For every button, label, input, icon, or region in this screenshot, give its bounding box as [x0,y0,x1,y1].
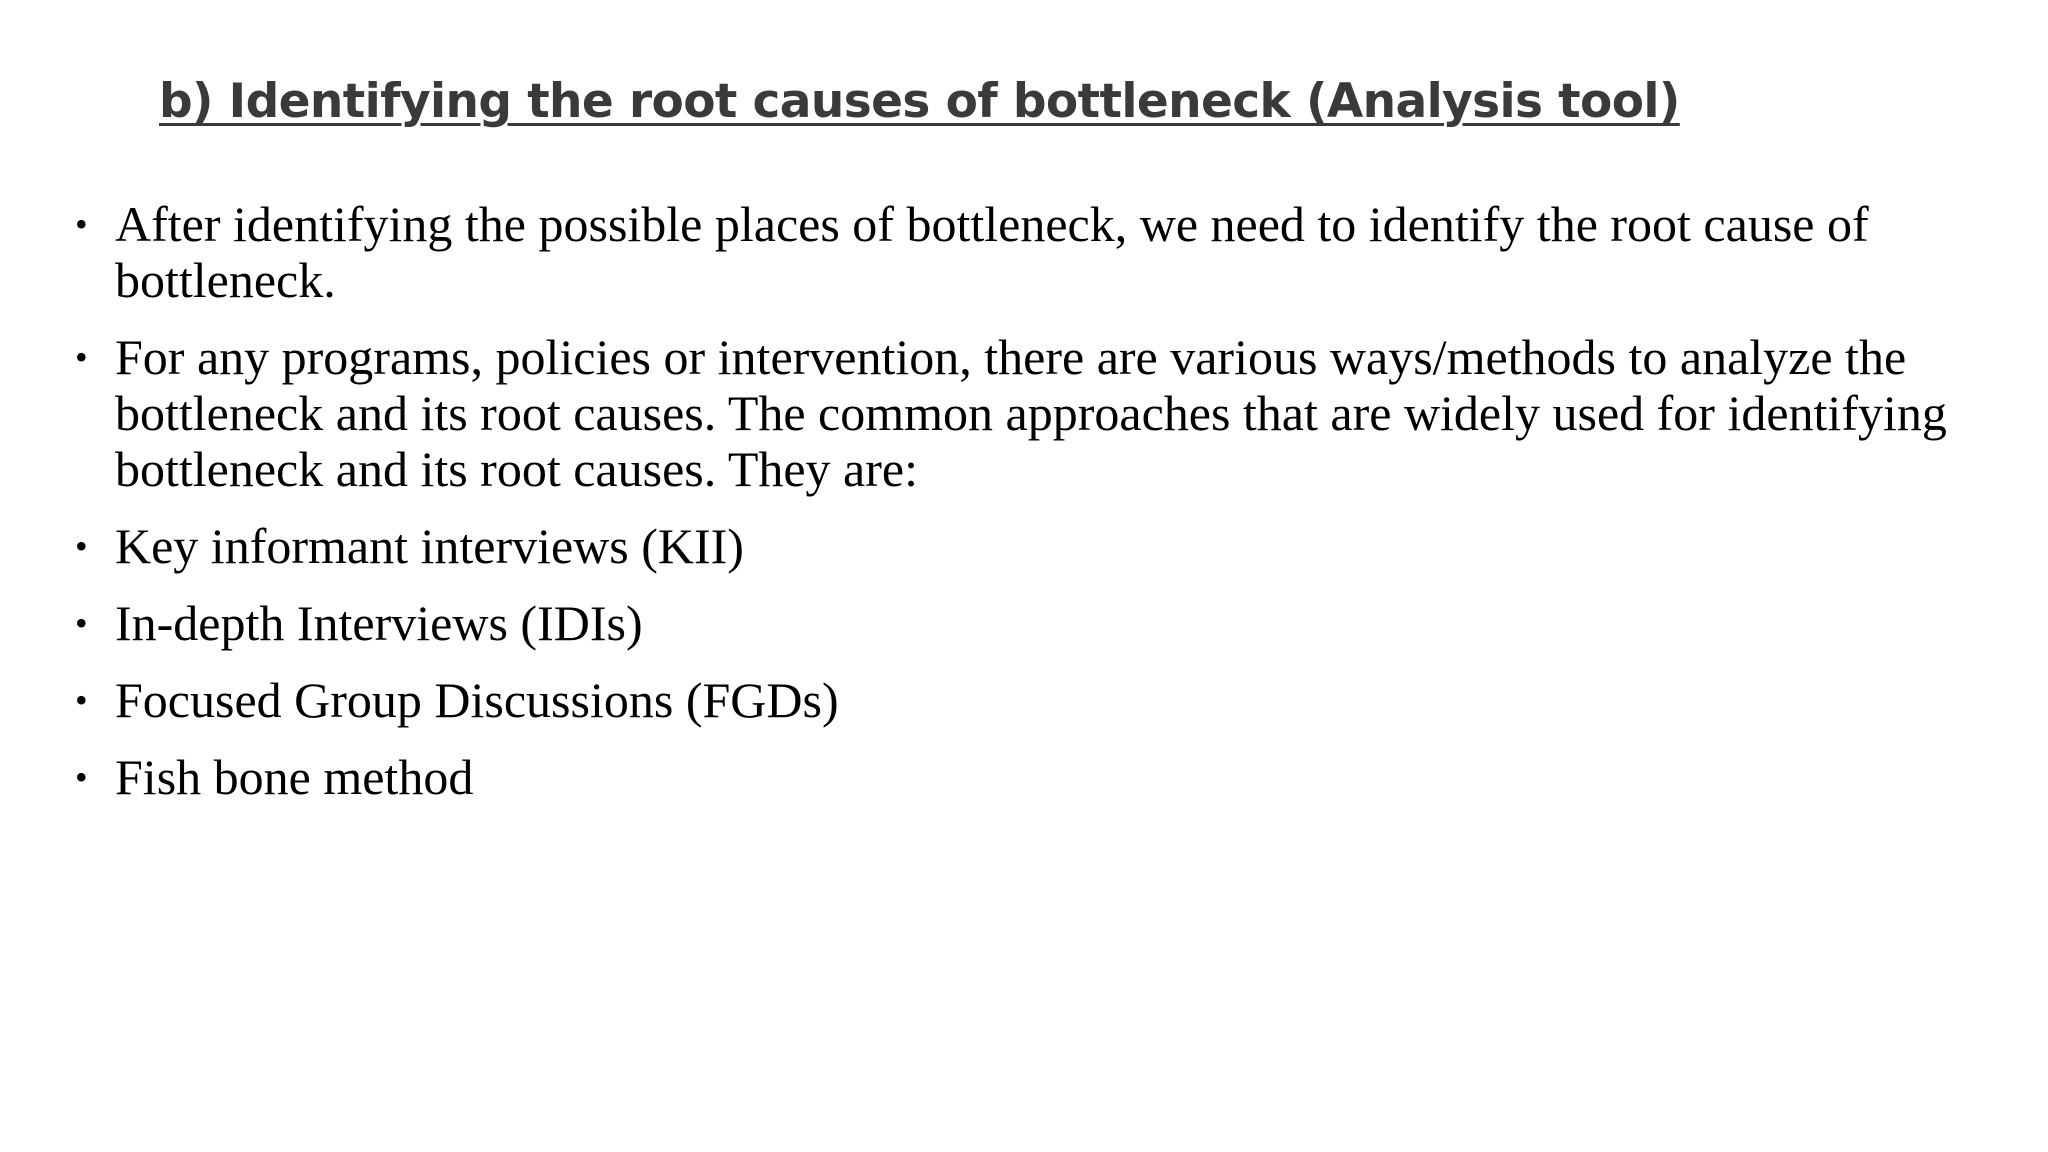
list-item [75,518,2015,574]
list-item [75,329,2015,497]
list-item [75,749,2015,805]
bullet-text: For any programs, policies or intervention, there are various ways/methods to analyze the bottleneck and its root causes. The common approaches that are widely used for identifying bottleneck and its root causes. They are: [115,329,1947,497]
list-item [75,595,2015,651]
bullet-icon: • [75,337,88,377]
bullet-text: Focused Group Discussions (FGDs) [115,672,839,728]
slide-title: b) Identifying the root causes of bottleneck (Analysis tool) [159,74,1680,129]
bullet-text: Fish bone method [115,749,474,805]
bullet-icon: • [75,680,88,720]
bullet-text: In-depth Interviews (IDIs) [115,595,643,651]
bullet-text: Key informant interviews (KII) [115,518,744,574]
bullet-icon: • [75,603,88,643]
bullet-icon: • [75,526,88,566]
bullet-list [75,196,2015,826]
list-item [75,672,2015,728]
list-item [75,196,2015,308]
bullet-icon: • [75,204,88,244]
bullet-icon: • [75,757,88,797]
bullet-text: After identifying the possible places of bottleneck, we need to identify the root cause of bottleneck. [115,196,1869,308]
